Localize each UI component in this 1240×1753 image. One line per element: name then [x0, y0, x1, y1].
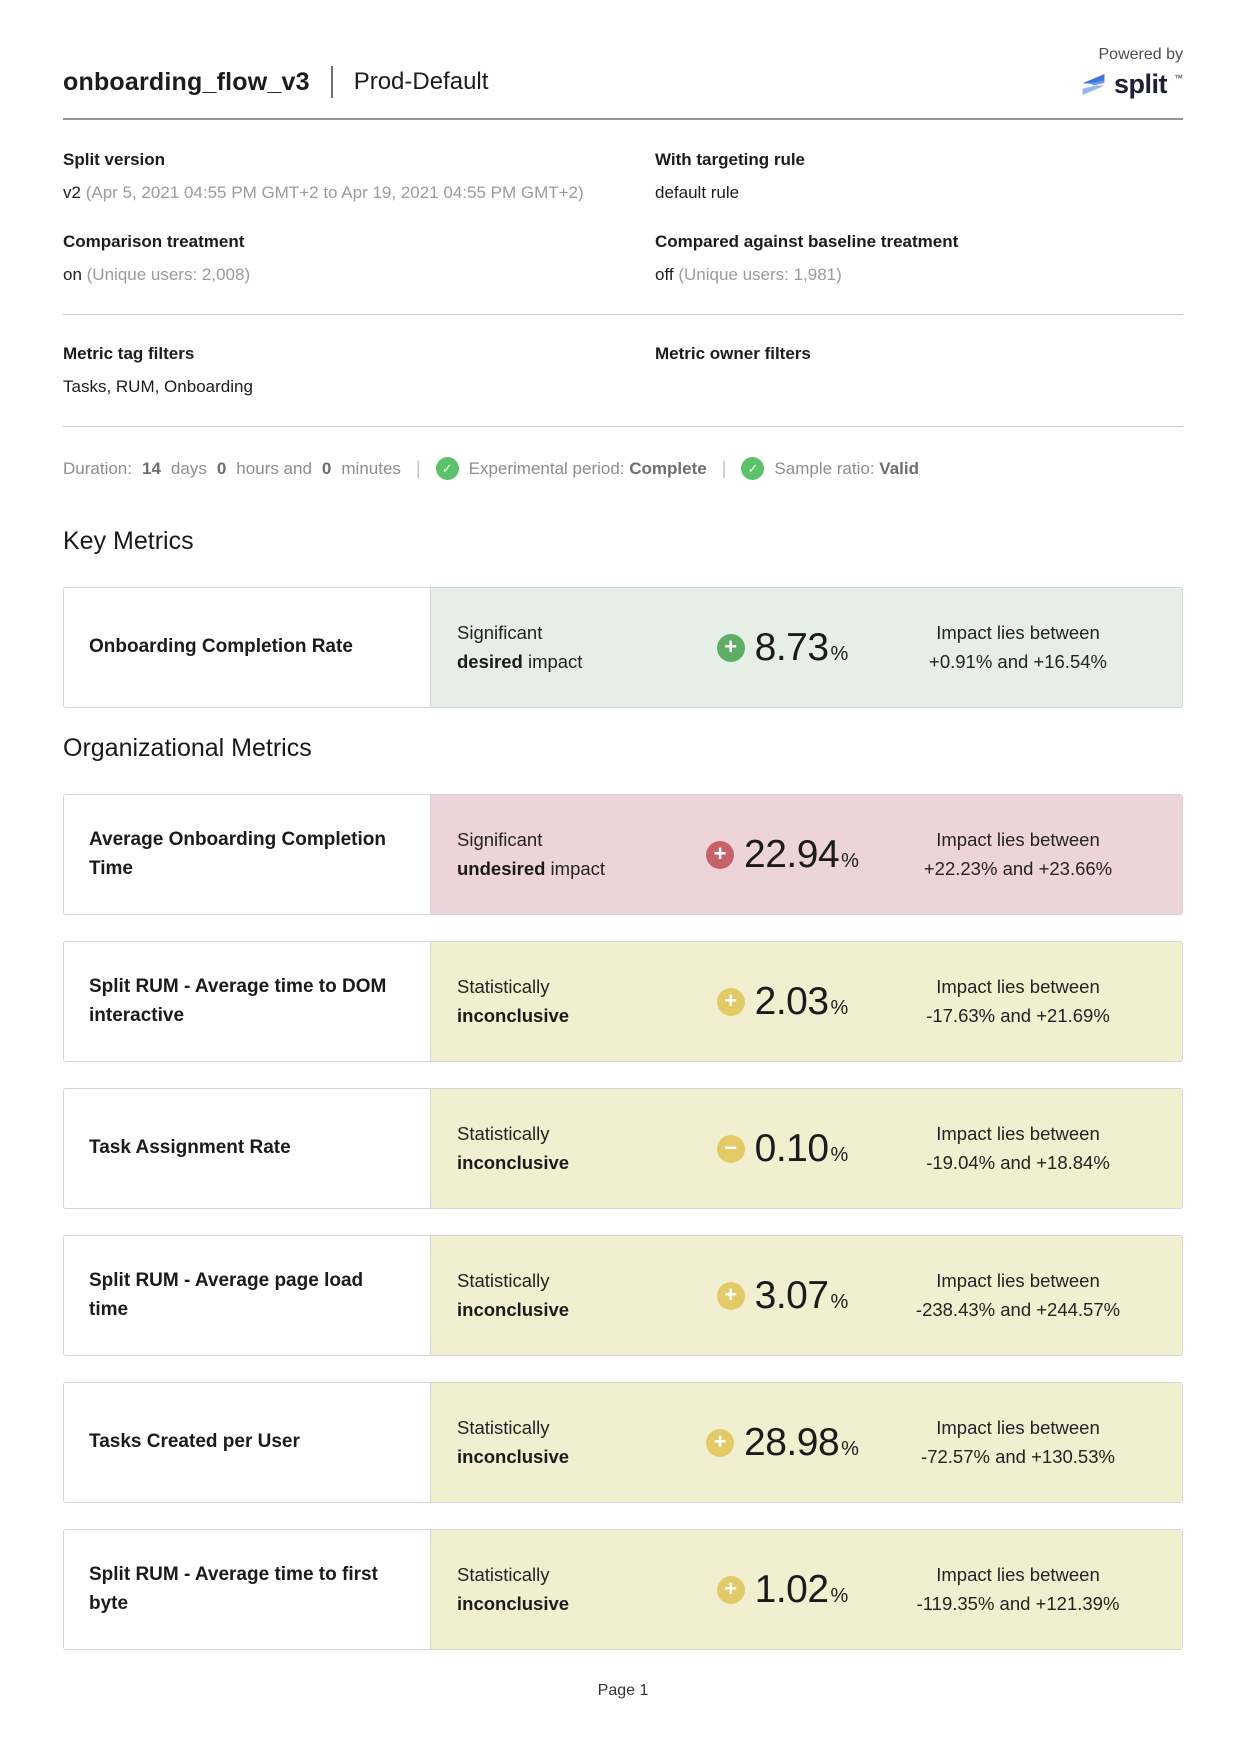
metric-significance: [457, 1414, 685, 1471]
text-segment: days: [170, 458, 207, 478]
metric-significance: [457, 826, 685, 883]
metric-impact: [685, 1274, 880, 1318]
metric-card: [63, 941, 1183, 1062]
text-segment: minutes: [341, 458, 401, 478]
divider: [63, 314, 1183, 315]
interval-line2: -238.43% and +244.57%: [915, 1298, 1121, 1320]
metric-result: [431, 1236, 1182, 1355]
percent-unit: %: [841, 849, 859, 872]
status-bold: desired: [457, 650, 523, 672]
interval-line2: -119.35% and +121.39%: [916, 1592, 1120, 1614]
impact-value: 8.73: [754, 625, 829, 669]
interval-line2: -19.04% and +18.84%: [926, 1151, 1110, 1173]
environment-name: Prod-Default: [353, 68, 489, 95]
metric-card: [63, 794, 1183, 915]
title-divider: [331, 66, 333, 98]
metric-name: Task Assignment Rate: [64, 1089, 431, 1208]
value-sub: (Unique users: 1,981): [673, 265, 842, 284]
metric-significance: [457, 1267, 685, 1324]
duration-days: 14: [141, 458, 161, 478]
interval-line1: Impact lies between: [936, 828, 1100, 850]
value-main: off: [655, 265, 674, 284]
plus-icon: +: [717, 634, 745, 662]
impact-value: 1.02: [754, 1567, 829, 1611]
metric-impact: [685, 1568, 880, 1612]
status-bold: inconclusive: [457, 1151, 570, 1173]
metric-significance: [457, 1120, 685, 1177]
metric-card: [63, 587, 1183, 708]
sample-ratio-value: Valid: [879, 458, 919, 478]
metric-card: [63, 1529, 1183, 1650]
status-line1: Statistically: [457, 1269, 550, 1291]
status-line1: Significant: [457, 621, 543, 643]
field-label: Compared against baseline treatment: [655, 232, 959, 251]
impact-number: [755, 1127, 849, 1171]
field-label: Metric owner filters: [655, 344, 811, 363]
metric-significance: [457, 1561, 685, 1618]
plus-icon: +: [706, 841, 734, 869]
confidence-interval: [880, 1561, 1156, 1618]
field-targeting-rule: [655, 150, 1183, 203]
status-bold: inconclusive: [457, 1004, 570, 1026]
key-metrics-heading: Key Metrics: [63, 527, 194, 555]
experimental-period-status: [436, 457, 707, 480]
status-line1: Statistically: [457, 975, 550, 997]
duration-minutes: 0: [321, 458, 332, 478]
separator: |: [415, 458, 421, 478]
field-label: Metric tag filters: [63, 344, 195, 363]
confidence-interval: [880, 973, 1156, 1030]
impact-value: 2.03: [754, 979, 829, 1023]
experiment-meta: [63, 120, 1183, 456]
status-line1: Statistically: [457, 1563, 550, 1585]
sample-ratio-status: [741, 457, 919, 480]
metric-impact: [685, 1421, 880, 1465]
metric-name: Average Onboarding Completion Time: [64, 795, 431, 914]
metric-card: [63, 1088, 1183, 1209]
page-number: Page 1: [597, 1682, 649, 1699]
report-header: [63, 0, 1183, 120]
status-line1: Significant: [457, 828, 543, 850]
text-segment: Experimental period:: [468, 458, 630, 478]
split-logo-icon: [1080, 71, 1107, 98]
experimental-period-value: Complete: [629, 458, 707, 478]
value-sub: (Apr 5, 2021 04:55 PM GMT+2 to Apr 19, 2021 04:55 PM GMT+2): [80, 183, 584, 202]
confidence-interval: [880, 1414, 1156, 1471]
value-main: default rule: [655, 183, 740, 202]
plus-icon: +: [706, 1429, 734, 1457]
plus-icon: +: [717, 1576, 745, 1604]
percent-unit: %: [841, 1437, 859, 1460]
interval-line1: Impact lies between: [936, 621, 1100, 643]
impact-value: 3.07: [754, 1273, 829, 1317]
field-metric-owner-filters: [655, 344, 1183, 397]
field-value: [63, 183, 655, 203]
plus-icon: +: [717, 988, 745, 1016]
metric-card: [63, 1235, 1183, 1356]
percent-unit: %: [830, 996, 849, 1019]
metric-result: [431, 942, 1182, 1061]
check-icon: ✓: [436, 457, 459, 480]
impact-number: [755, 1274, 849, 1318]
metric-impact: [685, 1127, 880, 1171]
text-segment: Sample ratio:: [774, 458, 880, 478]
status-bold: inconclusive: [457, 1445, 570, 1467]
impact-number: [755, 626, 849, 670]
field-value: [655, 377, 1183, 397]
text-segment: hours and: [236, 458, 312, 478]
field-label: Split version: [63, 150, 166, 169]
metric-impact: [685, 833, 880, 877]
status-bold: inconclusive: [457, 1298, 570, 1320]
value-main: v2: [63, 183, 81, 202]
experiment-status-bar: [63, 456, 1183, 480]
metric-impact: [685, 980, 880, 1024]
field-label: With targeting rule: [655, 150, 806, 169]
field-split-version: [63, 150, 655, 203]
field-value: Tasks, RUM, Onboarding: [63, 377, 253, 396]
percent-unit: %: [830, 1584, 849, 1607]
impact-number: [755, 1568, 849, 1612]
duration-hours: 0: [216, 458, 227, 478]
confidence-interval: [880, 1120, 1156, 1177]
metric-significance: [457, 619, 685, 676]
impact-number: [744, 833, 859, 877]
check-icon: ✓: [741, 457, 764, 480]
status-text: [774, 459, 919, 479]
impact-number: [755, 980, 849, 1024]
field-value: [63, 265, 655, 285]
impact-value: 22.94: [744, 832, 840, 876]
metric-significance: [457, 973, 685, 1030]
percent-unit: %: [830, 1143, 849, 1166]
status-line1: Statistically: [457, 1416, 550, 1438]
confidence-interval: [880, 619, 1156, 676]
metric-result: [431, 1383, 1182, 1502]
metric-impact: [685, 626, 880, 670]
metric-result: [431, 1089, 1182, 1208]
status-text: [469, 459, 707, 479]
interval-line1: Impact lies between: [936, 1563, 1100, 1585]
percent-unit: %: [830, 1290, 849, 1313]
organizational-metrics-heading: Organizational Metrics: [63, 734, 312, 762]
status-rest: impact: [522, 650, 583, 672]
field-value: [655, 183, 1183, 203]
interval-line1: Impact lies between: [936, 1416, 1100, 1438]
divider: [63, 426, 1183, 427]
status-bold: undesired: [457, 857, 546, 879]
field-comparison-treatment: [63, 232, 655, 285]
metric-name: Split RUM - Average page load time: [64, 1236, 431, 1355]
trademark-symbol: ™: [1174, 73, 1183, 83]
field-baseline-treatment: [655, 232, 1183, 285]
interval-line2: -17.63% and +21.69%: [926, 1004, 1110, 1026]
metric-name: Tasks Created per User: [64, 1383, 431, 1502]
confidence-interval: [880, 1267, 1156, 1324]
interval-line2: +22.23% and +23.66%: [923, 857, 1113, 879]
status-line1: Statistically: [457, 1122, 550, 1144]
metric-result: [431, 795, 1182, 914]
plus-icon: +: [717, 1282, 745, 1310]
metric-name: Onboarding Completion Rate: [64, 588, 431, 707]
field-value: [655, 265, 1183, 285]
impact-value: 28.98: [744, 1420, 840, 1464]
duration-status: [63, 459, 401, 479]
metric-card: [63, 1382, 1183, 1503]
confidence-interval: [880, 826, 1156, 883]
interval-line2: -72.57% and +130.53%: [921, 1445, 1115, 1467]
field-metric-tag-filters: [63, 344, 655, 397]
brand-wordmark: split: [1113, 69, 1167, 99]
text-segment: Duration:: [63, 458, 132, 478]
metric-name: Split RUM - Average time to first byte: [64, 1530, 431, 1649]
experiment-title: onboarding_flow_v3: [63, 67, 310, 96]
separator: |: [721, 458, 727, 478]
impact-value: 0.10: [754, 1126, 829, 1170]
brand-block: [1080, 46, 1183, 98]
impact-number: [744, 1421, 859, 1465]
status-bold: inconclusive: [457, 1592, 570, 1614]
minus-icon: −: [717, 1135, 745, 1163]
interval-line2: +0.91% and +16.54%: [929, 650, 1107, 672]
value-main: on: [63, 265, 82, 284]
title-row: [63, 66, 488, 98]
metric-name: Split RUM - Average time to DOM interactive: [64, 942, 431, 1061]
metric-result: [431, 588, 1182, 707]
value-sub: (Unique users: 2,008): [81, 265, 251, 284]
powered-by-label: Powered by: [1098, 46, 1183, 63]
interval-line1: Impact lies between: [936, 1269, 1100, 1291]
interval-line1: Impact lies between: [936, 1122, 1100, 1144]
brand-row: [1080, 71, 1183, 98]
percent-unit: %: [830, 642, 849, 665]
metric-result: [431, 1530, 1182, 1649]
status-rest: impact: [545, 857, 606, 879]
field-label: Comparison treatment: [63, 232, 245, 251]
interval-line1: Impact lies between: [936, 975, 1100, 997]
